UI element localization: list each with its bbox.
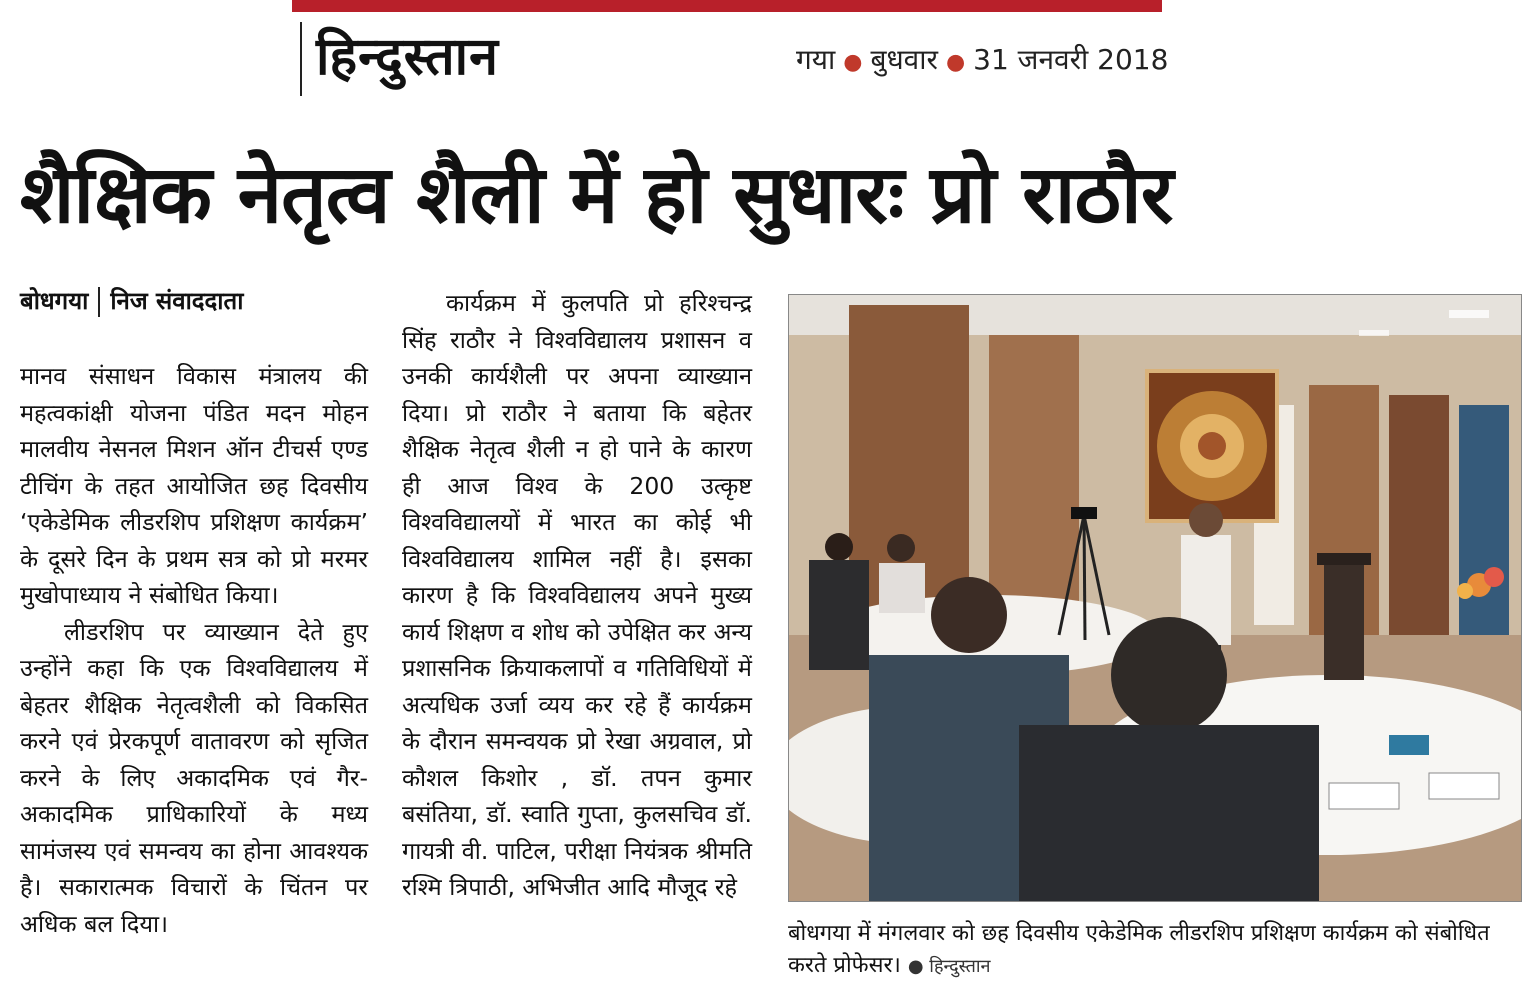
dateline-day: बुधवार <box>870 43 938 76</box>
byline-place: बोधगया <box>20 287 89 315</box>
newspaper-masthead: हिन्दुस्तान <box>316 27 499 87</box>
bullet-icon: ● <box>907 956 924 977</box>
news-photo <box>788 294 1522 902</box>
byline <box>20 284 243 318</box>
article-paragraph: लीडरशिप पर व्याख्यान देते हुए उन्होंने कहा कि एक विश्वविद्यालय में बेहतर शैक्षिक नेतृत्वशैली को विकसित करने एवं प्रेरकपूर्ण वातावरण को सृजित करने के लिए अकादमिक एवं गैर-अकादमिक प्राधिकारियों के मध्य सामंजस्य एवं समन्वय का होना आवश्यक है। सकारात्मक विचारों के चिंतन पर अधिक बल दिया। <box>20 617 368 938</box>
masthead-divider <box>300 22 302 96</box>
masthead-top-rule <box>292 0 1162 12</box>
photo-caption <box>788 918 1520 983</box>
article-headline: शैक्षिक नेतृत्व शैली में हो सुधारः प्रो राठौर <box>20 148 1173 241</box>
byline-reporter: निज संवाददाता <box>110 287 244 315</box>
dateline-city: गया <box>796 43 836 76</box>
article-paragraph: मानव संसाधन विकास मंत्रालय की महत्वकांक्षी योजना पंडित मदन मोहन मालवीय नेसनल मिशन ऑन टीचर्स एण्ड टीचिंग के तहत आयोजित छह दिवसीय ‘एकेडेमिक लीडरशिप प्रशिक्षण कार्यक्रम’ के दूसरे दिन के प्रथम सत्र को प्रो मरमर मुखोपाध्याय ने संबोधित किया। <box>20 362 368 609</box>
dateline <box>796 40 1168 83</box>
bullet-icon: ● <box>945 50 966 75</box>
dateline-date: 31 जनवरी 2018 <box>973 43 1169 76</box>
article-column-2 <box>402 285 752 906</box>
conference-photo-illustration <box>789 295 1521 901</box>
bullet-icon: ● <box>843 50 863 75</box>
photo-credit <box>908 956 991 977</box>
photo-caption-text: बोधगया में मंगलवार को छह दिवसीय एकेडेमिक लीडरशिप प्रशिक्षण कार्यक्रम को संबोधित करते प्रोफेसर। <box>788 921 1490 978</box>
article-column-1 <box>20 358 368 942</box>
photo-credit-text: हिन्दुस्तान <box>929 956 991 977</box>
article-paragraph: कार्यक्रम में कुलपति प्रो हरिश्चन्द्र सिंह राठौर ने विश्वविद्यालय प्रशासन व उनकी कार्यशैली पर अपना व्याख्यान दिया। प्रो राठौर ने बताया कि बहेतर शैक्षिक नेतृत्व शैली न हो पाने के कारण ही आज विश्व के 200 उत्कृष्ट विश्वविद्यालयों में भारत का कोई भी विश्वविद्यालय शामिल नहीं है। इसका कारण है कि विश्वविद्यालय अपने मुख्य कार्य शिक्षण व शोध को उपेक्षित कर अन्य प्रशासनिक क्रियाकलापों व गतिविधियों में अत्यधिक उर्जा व्यय कर रहे हैं कार्यक्रम के दौरान समन्वयक प्रो रेखा अग्रवाल, प्रो कौशल किशोर , डॉ. तपन कुमार बसंतिया, डॉ. स्वाति गुप्ता, कुलसचिव डॉ. गायत्री वी. पाटिल, परीक्षा नियंत्रक श्रीमति रश्मि त्रिपाठी, अभिजीत आदि मौजूद रहे <box>402 289 752 901</box>
byline-separator <box>98 287 100 317</box>
